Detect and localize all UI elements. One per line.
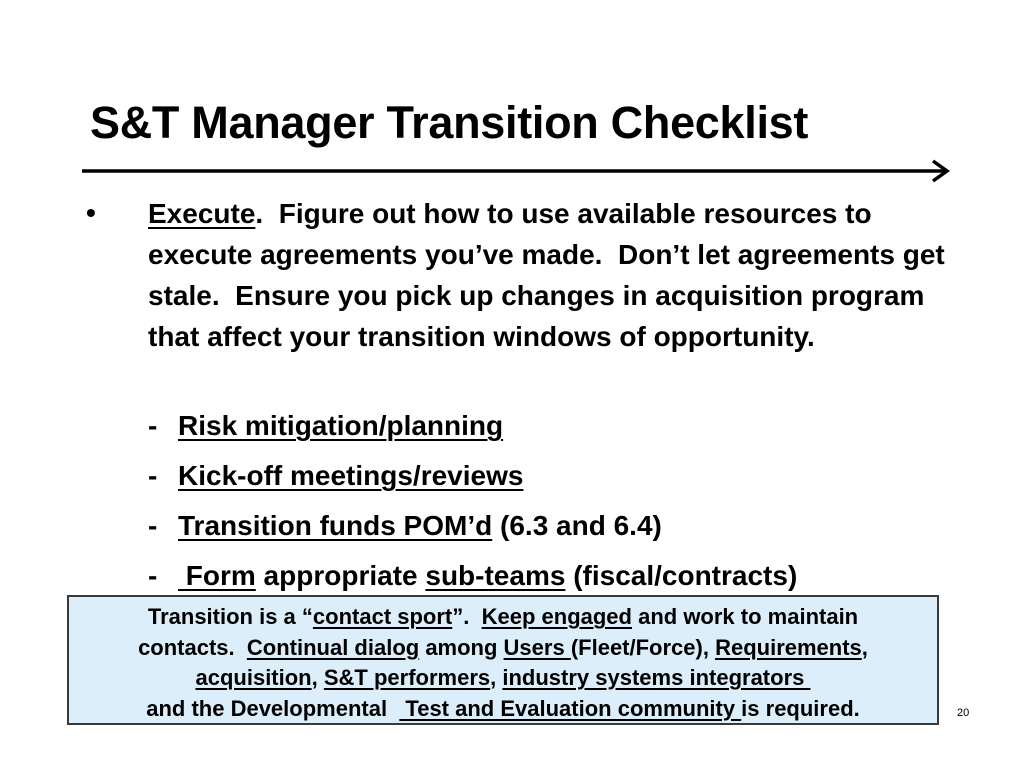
slide-title: S&T Manager Transition Checklist: [90, 97, 809, 148]
callout-underlined: industry systems integrators: [502, 665, 811, 690]
callout-line-1: [69, 602, 937, 633]
bullet-keyword-punct: .: [255, 198, 264, 229]
callout-underlined: Keep engaged: [481, 604, 632, 629]
sub-item: [148, 455, 978, 505]
callout-underlined: Requirements: [715, 634, 862, 660]
title-underline-arrow: [82, 158, 952, 184]
callout-text: and the Developmental: [146, 695, 400, 721]
callout-line-2: [69, 633, 937, 664]
callout-underlined: acquisition: [195, 665, 312, 690]
callout-text: ”.: [452, 604, 482, 629]
sub-item-text: appropriate: [255, 560, 426, 591]
bullet-keyword: Execute: [148, 198, 256, 229]
callout-text: (Fleet/Force),: [570, 634, 716, 660]
sub-item: [148, 505, 978, 555]
callout-text: and work to maintain: [631, 604, 859, 629]
sub-item-list: [148, 405, 978, 605]
callout-underlined: S&T performers: [323, 665, 491, 690]
callout-underlined: Test and Evaluation community: [399, 695, 742, 721]
callout-underlined: Continual dialog: [246, 634, 420, 660]
sub-item-dash: -: [148, 510, 158, 541]
sub-item-underlined: Kick-off meetings/reviews: [178, 460, 524, 491]
bullet-paragraph: [148, 193, 953, 357]
page-number: 20: [957, 707, 970, 719]
sub-item-dash: -: [148, 410, 158, 441]
sub-item-underlined: Transition funds POM’d: [178, 510, 493, 541]
callout-line-3: [69, 663, 937, 694]
callout-text: ,: [490, 665, 503, 690]
callout-line-4: [69, 694, 937, 725]
callout-text: ,: [861, 634, 868, 660]
callout-text: Transition is a “: [147, 604, 313, 629]
callout-text: among: [419, 634, 504, 660]
callout-text: is required.: [741, 695, 860, 721]
bullet-marker: •: [86, 197, 96, 228]
callout-box: [67, 595, 939, 725]
callout-underlined: contact sport: [312, 604, 453, 629]
sub-item-underlined: Form: [178, 560, 256, 591]
sub-item-underlined: Risk mitigation/planning: [178, 410, 504, 441]
sub-item: [148, 405, 978, 455]
sub-item-dash: -: [148, 460, 158, 491]
callout-underlined: Users: [503, 634, 571, 660]
sub-item-text-post: (fiscal/contracts): [565, 560, 798, 591]
callout-text: contacts.: [138, 634, 247, 660]
sub-item-dash: -: [148, 560, 158, 591]
sub-item-underlined-2: sub-teams: [425, 560, 566, 591]
bullet-text: Figure out how to use available resources to execute agreements you’ve made. Don’t let agreements get stale. Ensure you pick up changes in acquisition program that affect your transition windows of opportunity.: [148, 198, 953, 352]
sub-item-text: (6.3 and 6.4): [492, 510, 662, 541]
callout-text: ,: [311, 665, 324, 690]
